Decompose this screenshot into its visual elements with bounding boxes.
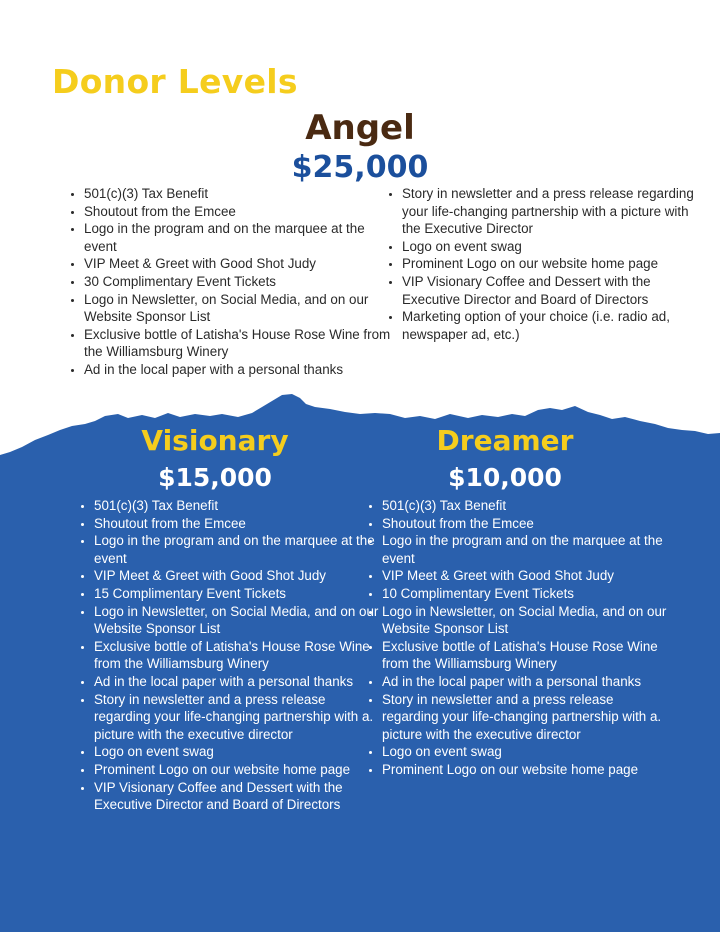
list-item: • Exclusive bottle of Latisha's House Rose Wine from the Williamsburg Winery xyxy=(382,638,667,673)
list-item: • Exclusive bottle of Latisha's House Rose Wine from the Williamsburg Winery xyxy=(84,326,394,361)
angel-level-name: Angel xyxy=(305,108,415,148)
list-item: • Logo in Newsletter, on Social Media, and on our Website Sponsor List xyxy=(382,603,667,638)
list-item: • VIP Visionary Coffee and Dessert with the Executive Director and Board of Directors xyxy=(94,779,379,814)
page-title: Donor Levels xyxy=(52,62,298,101)
list-item: • 501(c)(3) Tax Benefit xyxy=(94,497,379,515)
list-item: • Exclusive bottle of Latisha's House Rose Wine from the Williamsburg Winery xyxy=(94,638,379,673)
dreamer-level-amount: $10,000 xyxy=(448,463,562,492)
list-item: • Logo in the program and on the marquee at the event xyxy=(382,532,667,567)
list-item: • Logo in the program and on the marquee at the event xyxy=(94,532,379,567)
list-item: • Ad in the local paper with a personal thanks xyxy=(84,361,394,379)
visionary-level-name: Visionary xyxy=(141,424,289,457)
list-item: • Marketing option of your choice (i.e. radio ad, newspaper ad, etc.) xyxy=(402,308,702,343)
list-item: • Prominent Logo on our website home page xyxy=(382,761,667,779)
list-item: • Logo in the program and on the marquee at the event xyxy=(84,220,394,255)
list-item: • 501(c)(3) Tax Benefit xyxy=(382,497,667,515)
angel-benefits-right-list xyxy=(382,185,702,343)
angel-benefits-left-list xyxy=(64,185,394,379)
list-item: • VIP Meet & Greet with Good Shot Judy xyxy=(94,567,379,585)
visionary-benefits-list xyxy=(74,497,379,814)
list-item: • Logo on event swag xyxy=(94,743,379,761)
list-item: • Logo in Newsletter, on Social Media, and on our Website Sponsor List xyxy=(94,603,379,638)
list-item: • VIP Meet & Greet with Good Shot Judy xyxy=(84,255,394,273)
list-item: • Prominent Logo on our website home page xyxy=(94,761,379,779)
list-item: • Story in newsletter and a press release regarding your life-changing partnership with a. picture with the executive director xyxy=(94,691,379,744)
visionary-level-amount: $15,000 xyxy=(158,463,272,492)
list-item: • Shoutout from the Emcee xyxy=(94,515,379,533)
list-item: • Logo in Newsletter, on Social Media, and on our Website Sponsor List xyxy=(84,291,394,326)
list-item: • Ad in the local paper with a personal thanks xyxy=(94,673,379,691)
list-item: • Logo on event swag xyxy=(402,238,702,256)
list-item: • Story in newsletter and a press release regarding your life-changing partnership with a picture with the Executive Director xyxy=(402,185,702,238)
dreamer-benefits-list xyxy=(362,497,667,779)
list-item: • Logo on event swag xyxy=(382,743,667,761)
list-item: • 15 Complimentary Event Tickets xyxy=(94,585,379,603)
dreamer-level-name: Dreamer xyxy=(436,424,574,457)
list-item: • Story in newsletter and a press release regarding your life-changing partnership with a. picture with the executive director xyxy=(382,691,667,744)
list-item: • Shoutout from the Emcee xyxy=(382,515,667,533)
list-item: • Ad in the local paper with a personal thanks xyxy=(382,673,667,691)
list-item: • Shoutout from the Emcee xyxy=(84,203,394,221)
list-item: • 10 Complimentary Event Tickets xyxy=(382,585,667,603)
list-item: • 30 Complimentary Event Tickets xyxy=(84,273,394,291)
list-item: • VIP Meet & Greet with Good Shot Judy xyxy=(382,567,667,585)
list-item: • VIP Visionary Coffee and Dessert with the Executive Director and Board of Directors xyxy=(402,273,702,308)
angel-level-amount: $25,000 xyxy=(291,150,429,185)
list-item: • Prominent Logo on our website home page xyxy=(402,255,702,273)
list-item: • 501(c)(3) Tax Benefit xyxy=(84,185,394,203)
